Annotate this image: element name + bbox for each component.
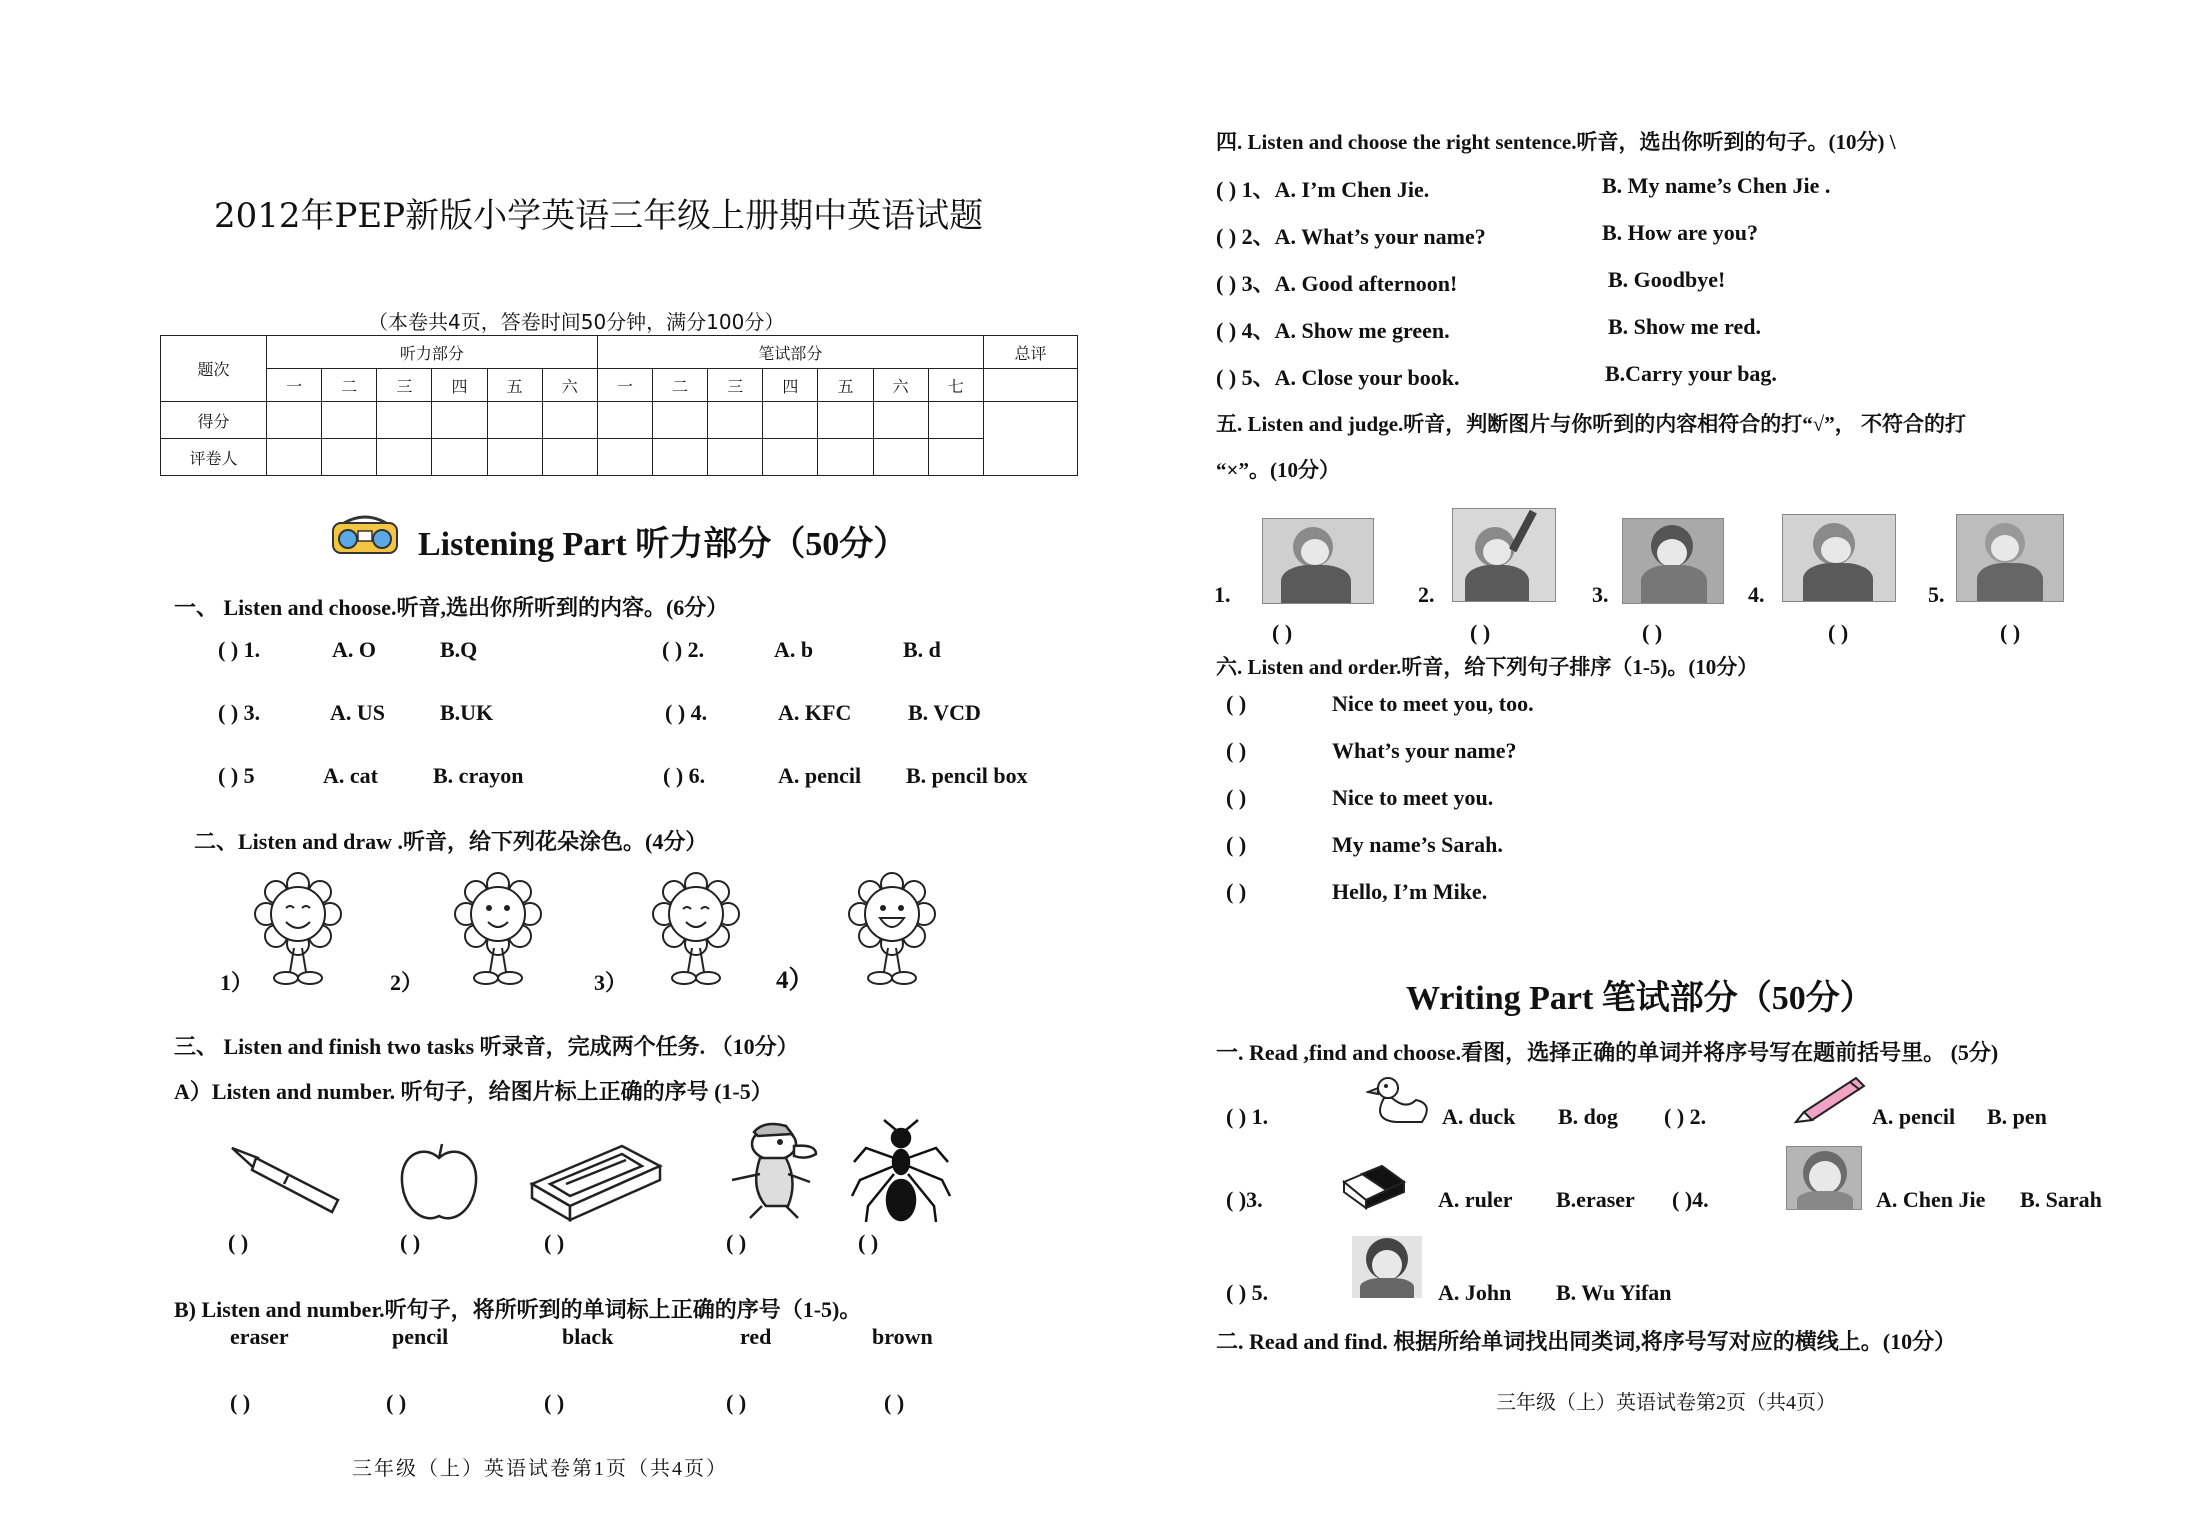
- listening-part-heading: Listening Part 听力部分（50分）: [418, 526, 908, 563]
- order-sentence: What’s your name?: [1332, 738, 1517, 763]
- exam-info: （本卷共4页，答卷时间50分钟，满分100分）: [368, 310, 785, 334]
- section-3b-title: B) Listen and number.听句子，将所听到的单词标上正确的序号（1-5)。: [174, 1297, 862, 1322]
- sentence-option-a[interactable]: ( ) 1、A. I’m Chen Jie.: [1216, 177, 1430, 202]
- option-b: B.Q: [440, 637, 478, 662]
- table-header-item: 题次: [161, 336, 267, 402]
- score-cell[interactable]: [818, 402, 873, 439]
- question-paren[interactable]: ( ) 2.: [662, 637, 705, 662]
- picture-label: 5.: [1928, 582, 1945, 607]
- table-row-label: 得分: [161, 402, 267, 439]
- option-a: A. US: [330, 700, 386, 725]
- flower-icon[interactable]: [250, 868, 346, 988]
- option-a: A. duck: [1442, 1104, 1516, 1129]
- word-item: brown: [872, 1324, 933, 1349]
- eraser-icon: [1338, 1160, 1410, 1210]
- boy-reading-picture[interactable]: [1262, 518, 1374, 604]
- sentence-option-a[interactable]: ( ) 2、A. What’s your name?: [1216, 224, 1486, 249]
- flower-label: 4）: [776, 967, 814, 994]
- option-b: B. Wu Yifan: [1556, 1280, 1672, 1305]
- question-paren[interactable]: ( ) 2.: [1664, 1104, 1707, 1129]
- order-paren[interactable]: ( ): [1226, 738, 1247, 763]
- order-paren[interactable]: ( ): [1226, 691, 1247, 716]
- answer-paren[interactable]: ( ): [386, 1390, 407, 1415]
- apple-icon[interactable]: [394, 1140, 484, 1226]
- total-score-cell[interactable]: [984, 402, 1078, 476]
- grader-cell[interactable]: [763, 439, 818, 476]
- table-header-total: 总评: [984, 336, 1078, 369]
- score-cell[interactable]: [322, 402, 377, 439]
- score-cell[interactable]: [487, 402, 542, 439]
- order-sentence: Nice to meet you.: [1332, 785, 1494, 810]
- writing-2-title: 二. Read and find. 根据所给单词找出同类词,将序号写对应的横线上。(10分）: [1216, 1329, 1957, 1354]
- girl-portrait-picture: [1786, 1146, 1862, 1210]
- word-item: black: [562, 1324, 614, 1349]
- table-col-num: 五: [487, 369, 542, 402]
- grader-cell[interactable]: [542, 439, 597, 476]
- order-paren[interactable]: ( ): [1226, 879, 1247, 904]
- option-b: B. pen: [1987, 1104, 2047, 1129]
- girl-sitting-picture[interactable]: [1956, 514, 2064, 602]
- grader-cell[interactable]: [928, 439, 983, 476]
- table-col-num: 四: [432, 369, 487, 402]
- ant-icon[interactable]: [846, 1118, 956, 1228]
- option-a: A. KFC: [778, 700, 852, 725]
- page-footer-left: 三年级（上）英语试卷第1页（共4页）: [352, 1458, 728, 1480]
- order-paren[interactable]: ( ): [1226, 832, 1247, 857]
- answer-paren[interactable]: ( ): [1642, 620, 1663, 645]
- flower-label: 1）: [220, 970, 254, 995]
- radio-icon: [330, 513, 400, 557]
- pencil-icon: [1792, 1074, 1868, 1126]
- boy-pointing-picture[interactable]: [1452, 508, 1556, 602]
- option-b: B. pencil box: [906, 763, 1028, 788]
- answer-paren[interactable]: ( ): [400, 1230, 421, 1255]
- option-a: A. pencil: [778, 763, 862, 788]
- option-b: B.eraser: [1556, 1187, 1635, 1212]
- score-cell[interactable]: [542, 402, 597, 439]
- option-a: A. pencil: [1872, 1104, 1956, 1129]
- grader-cell[interactable]: [377, 439, 432, 476]
- option-b: B. crayon: [433, 763, 524, 788]
- answer-paren[interactable]: ( ): [1470, 620, 1491, 645]
- grader-cell[interactable]: [873, 439, 928, 476]
- word-item: red: [740, 1324, 772, 1349]
- page-title: 2012年PEP新版小学英语三年级上册期中英语试题: [214, 196, 984, 236]
- word-item: pencil: [392, 1324, 449, 1349]
- boy-glasses-picture[interactable]: [1622, 518, 1724, 604]
- question-paren[interactable]: ( ) 1.: [1226, 1104, 1269, 1129]
- answer-paren[interactable]: ( ): [230, 1390, 251, 1415]
- boy-thinking-picture[interactable]: [1782, 514, 1896, 602]
- table-col-num: 七: [928, 369, 983, 402]
- section-2-title: 二、Listen and draw .听音，给下列花朵涂色。(4分）: [194, 829, 708, 854]
- flower-label: 3）: [594, 970, 628, 995]
- answer-paren[interactable]: ( ): [544, 1390, 565, 1415]
- grader-cell[interactable]: [322, 439, 377, 476]
- score-cell[interactable]: [763, 402, 818, 439]
- section-5-title: 五. Listen and judge.听音，判断图片与你听到的内容相符合的打“√”， 不符合的打: [1216, 412, 1967, 436]
- order-sentence: Nice to meet you, too.: [1332, 691, 1534, 716]
- table-col-num: 五: [818, 369, 873, 402]
- option-a: A. Chen Jie: [1876, 1187, 1986, 1212]
- option-b: B. dog: [1558, 1104, 1618, 1129]
- sentence-option-a[interactable]: ( ) 5、A. Close your book.: [1216, 365, 1460, 390]
- score-cell[interactable]: [597, 402, 652, 439]
- sentence-option-b: B. How are you?: [1602, 220, 1759, 245]
- sentence-option-b: B. Goodbye!: [1608, 267, 1726, 292]
- writing-1-title: 一. Read ,find and choose.看图，选择正确的单词并将序号写在题前括号里。 (5分): [1216, 1040, 1999, 1065]
- table-col-num: 二: [652, 369, 707, 402]
- score-cell[interactable]: [652, 402, 707, 439]
- answer-paren[interactable]: ( ): [544, 1230, 565, 1255]
- table-total-cell: [984, 369, 1078, 402]
- score-cell[interactable]: [928, 402, 983, 439]
- score-cell[interactable]: [267, 402, 322, 439]
- answer-paren[interactable]: ( ): [1828, 620, 1849, 645]
- order-sentence: Hello, I’m Mike.: [1332, 879, 1488, 904]
- section-6-title: 六. Listen and order.听音，给下列句子排序（1-5)。(10分）: [1216, 655, 1759, 679]
- option-a: A. b: [774, 637, 814, 662]
- table-col-num: 一: [597, 369, 652, 402]
- answer-paren[interactable]: ( ): [2000, 620, 2021, 645]
- table-col-num: 三: [377, 369, 432, 402]
- table-col-num: 六: [873, 369, 928, 402]
- flower-label: 2）: [390, 970, 424, 995]
- table-col-num: 三: [708, 369, 763, 402]
- section-3-title: 三、 Listen and finish two tasks 听录音，完成两个任务. （10分）: [174, 1034, 799, 1059]
- score-cell[interactable]: [377, 402, 432, 439]
- grader-cell[interactable]: [432, 439, 487, 476]
- answer-paren[interactable]: ( ): [726, 1390, 747, 1415]
- table-row-label: 评卷人: [161, 439, 267, 476]
- pencil-box-icon[interactable]: [526, 1132, 666, 1228]
- option-a: A. cat: [323, 763, 378, 788]
- grader-cell[interactable]: [652, 439, 707, 476]
- page-footer-right: 三年级（上）英语试卷第2页（共4页）: [1496, 1392, 1836, 1414]
- table-header-listening: 听力部分: [267, 336, 598, 369]
- option-b: B.UK: [440, 700, 494, 725]
- table-col-num: 一: [267, 369, 322, 402]
- section-3a-title: A）Listen and number. 听句子，给图片标上正确的序号 (1-5）: [174, 1079, 773, 1104]
- fountain-pen-icon[interactable]: [228, 1140, 346, 1220]
- table-col-num: 二: [322, 369, 377, 402]
- answer-paren[interactable]: ( ): [1272, 620, 1293, 645]
- picture-label: 1.: [1214, 582, 1231, 607]
- score-cell[interactable]: [708, 402, 763, 439]
- question-paren[interactable]: ( )4.: [1672, 1187, 1709, 1212]
- picture-label: 2.: [1418, 582, 1435, 607]
- order-paren[interactable]: ( ): [1226, 785, 1247, 810]
- duck-icon: [1366, 1074, 1436, 1126]
- sentence-option-a[interactable]: ( ) 4、A. Show me green.: [1216, 318, 1450, 343]
- grader-cell[interactable]: [487, 439, 542, 476]
- option-b: B. Sarah: [2020, 1187, 2102, 1212]
- option-a: A. John: [1438, 1280, 1512, 1305]
- score-table: [160, 335, 1078, 476]
- section-4-title: 四. Listen and choose the right sentence.听音，选出你听到的句子。(10分) \: [1216, 130, 1896, 154]
- option-a: A. ruler: [1438, 1187, 1513, 1212]
- grader-cell[interactable]: [267, 439, 322, 476]
- question-paren[interactable]: ( ) 6.: [663, 763, 706, 788]
- grader-cell[interactable]: [597, 439, 652, 476]
- order-sentence: My name’s Sarah.: [1332, 832, 1503, 857]
- boy-portrait-picture: [1352, 1236, 1422, 1298]
- sentence-option-b: B.Carry your bag.: [1605, 361, 1777, 386]
- option-a: A. O: [332, 637, 376, 662]
- writing-part-heading: Writing Part 笔试部分（50分）: [1406, 980, 1874, 1017]
- table-col-num: 四: [763, 369, 818, 402]
- word-item: eraser: [230, 1324, 289, 1349]
- answer-paren[interactable]: ( ): [858, 1230, 879, 1255]
- answer-paren[interactable]: ( ): [884, 1390, 905, 1415]
- flower-icon[interactable]: [450, 868, 546, 988]
- answer-paren[interactable]: ( ): [726, 1230, 747, 1255]
- flower-icon[interactable]: [844, 868, 940, 988]
- picture-label: 3.: [1592, 582, 1609, 607]
- table-col-num: 六: [542, 369, 597, 402]
- dog-icon[interactable]: [720, 1118, 824, 1224]
- question-paren[interactable]: ( ) 4.: [665, 700, 708, 725]
- question-paren[interactable]: ( ) 3.: [218, 700, 261, 725]
- picture-label: 4.: [1748, 582, 1765, 607]
- question-paren[interactable]: ( )3.: [1226, 1187, 1263, 1212]
- flower-icon[interactable]: [648, 868, 744, 988]
- table-header-writing: 笔试部分: [597, 336, 983, 369]
- sentence-option-b: B. Show me red.: [1608, 314, 1761, 339]
- answer-paren[interactable]: ( ): [228, 1230, 249, 1255]
- question-paren[interactable]: ( ) 1.: [218, 637, 261, 662]
- grader-cell[interactable]: [708, 439, 763, 476]
- sentence-option-b: B. My name’s Chen Jie .: [1602, 173, 1831, 198]
- grader-cell[interactable]: [818, 439, 873, 476]
- section-5-title-cont: “×”。(10分）: [1216, 458, 1340, 482]
- question-paren[interactable]: ( ) 5: [218, 763, 255, 788]
- score-cell[interactable]: [432, 402, 487, 439]
- option-b: B. VCD: [908, 700, 981, 725]
- sentence-option-a[interactable]: ( ) 3、A. Good afternoon!: [1216, 271, 1458, 296]
- section-1-title: 一、 Listen and choose.听音,选出你所听到的内容。(6分）: [174, 595, 729, 620]
- question-paren[interactable]: ( ) 5.: [1226, 1280, 1269, 1305]
- score-cell[interactable]: [873, 402, 928, 439]
- option-b: B. d: [903, 637, 941, 662]
